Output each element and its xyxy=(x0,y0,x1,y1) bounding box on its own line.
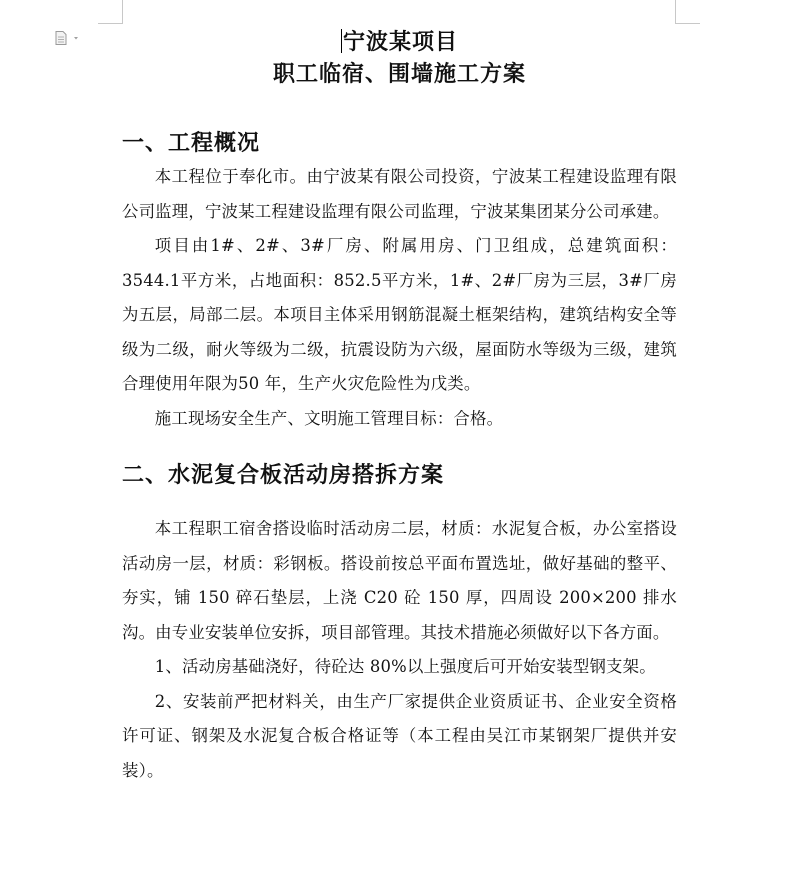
paragraph: 2、安装前严把材料关，由生产厂家提供企业资质证书、企业安全资格许可证、钢架及水泥复合板合格证等（本工程由吴江市某钢架厂提供并安装）。 xyxy=(122,691,677,780)
crop-mark xyxy=(675,23,700,24)
section-heading: 一、工程概况 xyxy=(122,130,261,156)
paragraph: 本工程职工宿舍搭设临时活动房二层，材质：水泥复合板，办公室搭设活动房一层，材质：彩钢板。搭设前按总平面布置选址，做好基础的整平、夯实，铺 150 碎石垫层，上浇 C20 砼 150 厚，四周设 200×200 排水沟。由专业安装单位安拆，项目部管理。其技术措施必须做好以下各方面。 xyxy=(122,519,677,642)
section-heading: 二、水泥复合板活动房搭拆方案 xyxy=(122,462,445,488)
doc-title-line1 xyxy=(122,26,677,58)
crop-mark xyxy=(98,23,123,24)
document-icon[interactable] xyxy=(55,31,81,45)
doc-title-line2: 职工临宿、围墙施工方案 xyxy=(272,61,526,87)
blank-line xyxy=(122,492,677,512)
text-cursor xyxy=(341,29,342,53)
document-body[interactable] xyxy=(122,24,677,788)
crop-mark xyxy=(675,0,676,24)
doc-title-text: 宁波某项目 xyxy=(342,29,458,55)
paragraph: 施工现场安全生产、文明施工管理目标：合格。 xyxy=(154,408,504,428)
crop-mark xyxy=(122,0,123,24)
paragraph: 项目由1#、2#、3#厂房、附属用房、门卫组成，总建筑面积：3544.1平方米，占地面积：852.5平方米，1#、2#厂房为三层，3#厂房为五层，局部二层。本项目主体采用钢筋混凝土框架结构，建筑结构安全等级为二级，耐火等级为二级，抗震设防为六级，屋面防水等级为三级，建筑合理使用年限为50 年，生产火灾危险性为戊类。 xyxy=(122,236,677,393)
paragraph: 1、活动房基础浇好，待砼达 80%以上强度后可开始安装型钢支架。 xyxy=(154,657,656,676)
paragraph: 本工程位于奉化市。由宁波某有限公司投资，宁波某工程建设监理有限公司监理，宁波某工程建设监理有限公司监理，宁波某集团某分公司承建。 xyxy=(122,167,677,221)
